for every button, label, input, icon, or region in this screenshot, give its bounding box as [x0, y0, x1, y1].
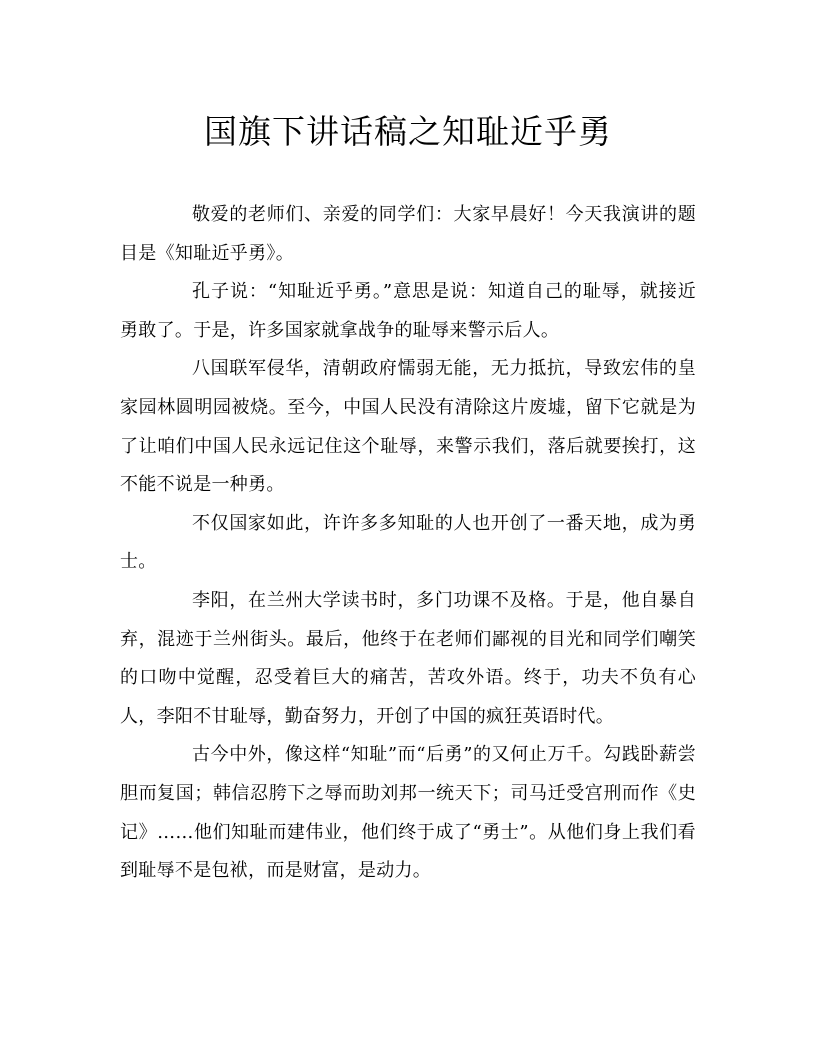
- paragraph-heroes: 不仅国家如此，许许多多知耻的人也开创了一番天地，成为勇士。: [120, 512, 696, 573]
- paragraph-yuanmingyuan: 八国联军侵华，清朝政府懦弱无能，无力抵抗，导致宏伟的皇家园林圆明园被烧。至今，中国人民没有清除这片废墟，留下它就是为了让咱们中国人民永远记住这个耻辱，来警示我们，落后就要挨打，这不能不说是一种勇。: [120, 358, 696, 496]
- paragraph-li-yang: 李阳，在兰州大学读书时，多门功课不及格。于是，他自暴自弃，混迹于兰州街头。最后，他终于在老师们鄙视的目光和同学们嘲笑的口吻中觉醒，忍受着巨大的痛苦，苦攻外语。终于，功夫不负有心人，李阳不甘耻辱，勤奋努力，开创了中国的疯狂英语时代。: [120, 589, 696, 727]
- paragraph-examples: 古今中外，像这样“知耻”而“后勇”的又何止万千。勾践卧薪尝胆而复国；韩信忍胯下之辱而助刘邦一统天下；司马迁受宫刑而作《史记》……他们知耻而建伟业，他们终于成了“勇士”。从他们身上我们看到耻辱不是包袱，而是财富，是动力。: [120, 744, 696, 882]
- paragraph-greeting: 敬爱的老师们、亲爱的同学们：大家早晨好！今天我演讲的题目是《知耻近乎勇》。: [120, 204, 696, 264]
- paragraph-confucius: 孔子说：“知耻近乎勇。”意思是说：知道自己的耻辱，就接近勇敢了。于是，许多国家就拿战争的耻辱来警示后人。: [120, 281, 696, 341]
- document-body: [120, 196, 696, 891]
- document-title: 国旗下讲话稿之知耻近乎勇: [204, 112, 612, 151]
